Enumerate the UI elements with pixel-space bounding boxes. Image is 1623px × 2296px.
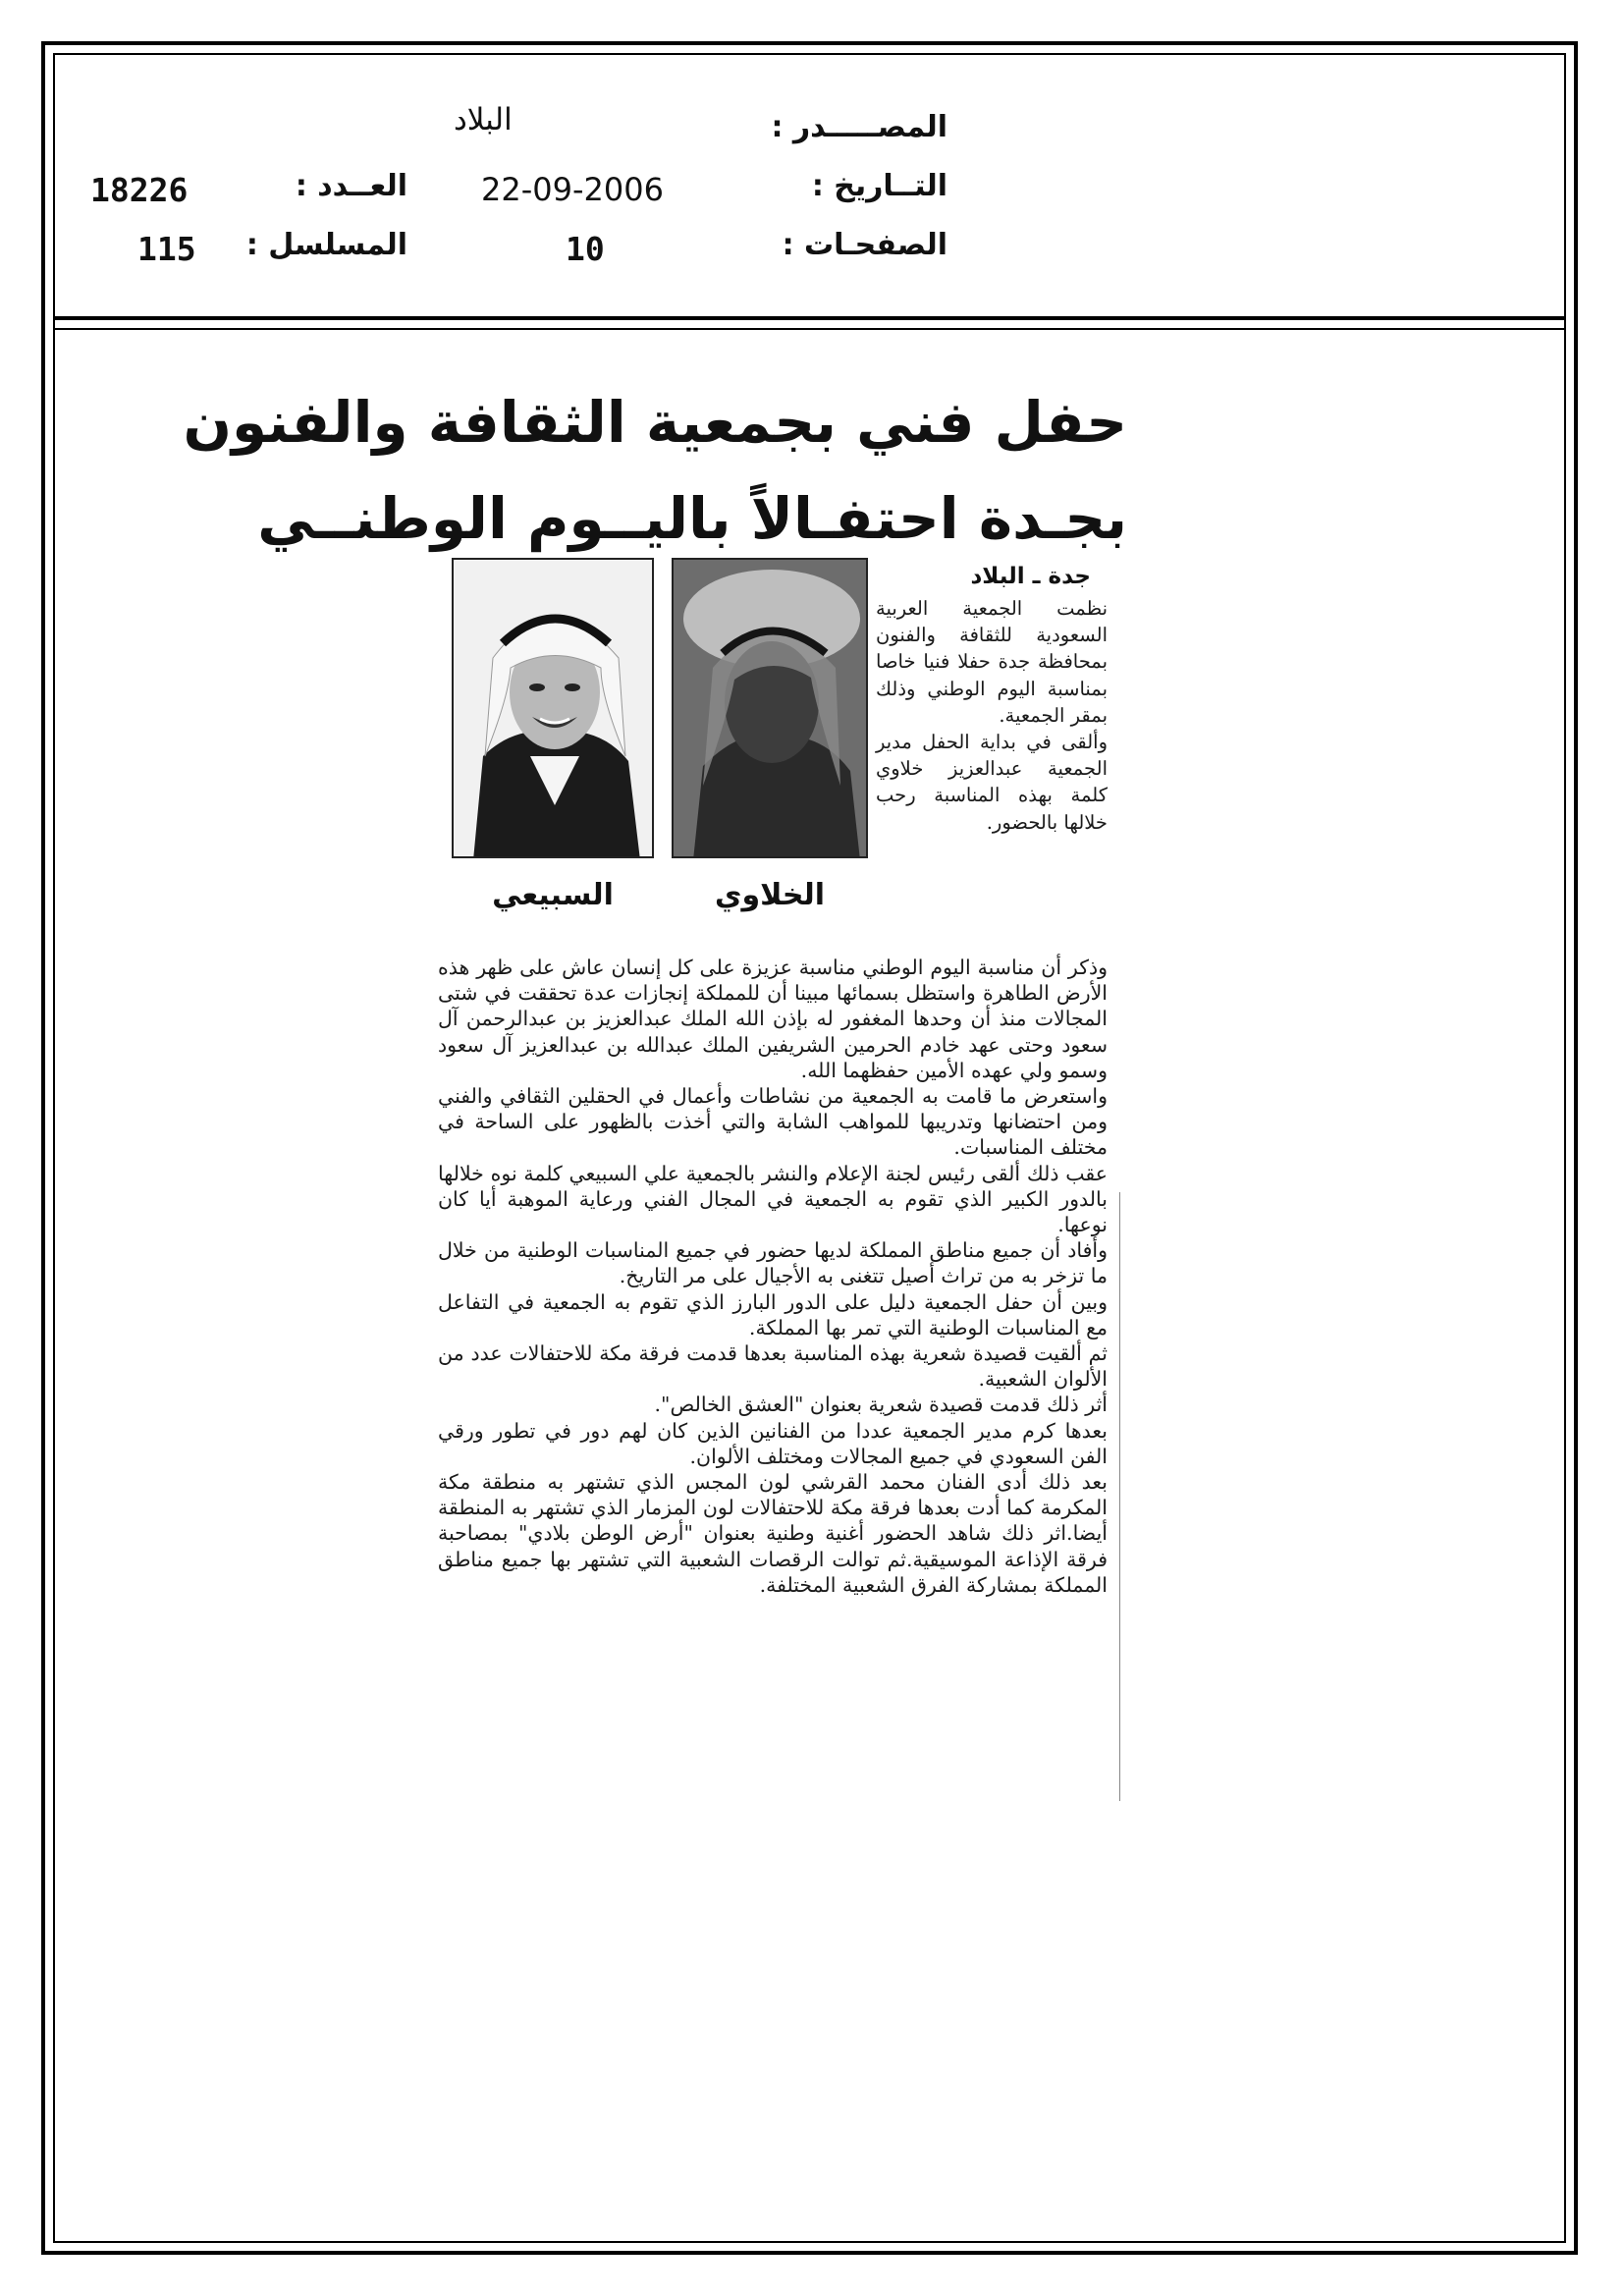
photo-khallawi-caption: الخلاوي	[714, 878, 826, 912]
portrait-sabiei-illustration	[454, 560, 654, 858]
article-body-wide	[438, 955, 1108, 1598]
pages-label: الصفحـات :	[782, 228, 947, 262]
article-paragraph: بعد ذلك أدى الفنان محمد القرشي لون المجس الذي تشتهر به منطقة مكة المكرمة كما أدت بعدها فرقة مكة للاحتفالات لون المزمار الذي تشتهر به المنطقة أيضا.اثر ذلك شاهد الحضور أغنية وطنية بعنوان "أرض الوطن بلادي" بمصاحبة فرقة الإذاعة الموسيقية.ثم توالت الرقصات الشعبية التي تشتهر بها جميع مناطق المملكة بمشاركة الفرق الشعبية المختلفة.	[438, 1470, 1108, 1597]
number-value: 18226	[90, 171, 189, 209]
article-paragraph: وذكر أن مناسبة اليوم الوطني مناسبة عزيزة على كل إنسان عاش على ظهر هذه الأرض الطاهرة واستظل بسمائها مبينا أن للمملكة إنجازات عدة تحققت في شتى المجالات منذ أن وحدها المغفور له بإذن الله الملك عبدالعزيز بن عبدالرحمن آل سعود وحتى عهد خادم الحرمين الشريفين الملك عبدالله بن عبدالعزيز آل سعود وسمو ولي عهده الأمين حفظهما الله.	[438, 956, 1108, 1082]
photo-sabiei	[452, 558, 654, 858]
photo-sabiei-caption: السبيعي	[492, 878, 614, 912]
article-body-narrow	[876, 595, 1108, 836]
article-paragraph: وألقى في بداية الحفل مدير الجمعية عبدالعزيز خلاوي كلمة بهذه المناسبة رحب خلالها بالحضور.	[876, 731, 1108, 834]
source-value: البلاد	[454, 102, 513, 137]
serial-label: المسلسل :	[245, 228, 407, 262]
article-paragraph: نظمت الجمعية العربية السعودية للثقافة والفنون بمحافظة جدة حفلا فنيا خاصا بمناسبة اليوم الوطني وذلك بمقر الجمعية.	[876, 597, 1108, 727]
serial-value: 115	[137, 230, 196, 268]
article-paragraph: بعدها كرم مدير الجمعية عددا من الفنانين الذين كان لهم دور في تطور ورقي الفن السعودي في جميع المجالات ومختلف الألوان.	[438, 1418, 1108, 1468]
article-paragraph: عقب ذلك ألقى رئيس لجنة الإعلام والنشر بالجمعية علي السبيعي كلمة نوه خلالها بالدور الكبير الذي تقوم به الجمعية في المجال الفني ورعاية الموهبة أيا كان نوعها.	[438, 1161, 1108, 1237]
date-value: 22-09-2006	[481, 171, 664, 208]
photo-khallawi	[672, 558, 868, 858]
pages-value: 10	[566, 230, 605, 268]
article-paragraph: أثر ذلك قدمت قصيدة شعرية بعنوان "العشق الخالص".	[654, 1393, 1108, 1417]
header-divider-thin	[53, 328, 1566, 330]
headline-line-2: بجـدة احتفـالاً باليــوم الوطنــي	[257, 485, 1127, 552]
article-paragraph: واستعرض ما قامت به الجمعية من نشاطات وأعمال في الحقلين الثقافي والفني ومن احتضانها وتدريبها للمواهب الشابة والتي أخذت بالظهور على الساحة في مختلف المناسبات.	[438, 1084, 1108, 1160]
article-paragraph: وبين أن حفل الجمعية دليل على الدور البارز الذي تقوم به الجمعية في التفاعل مع المناسبات الوطنية التي تمر بها المملكة.	[438, 1289, 1108, 1339]
number-label: العــدد :	[295, 169, 407, 203]
headline-line-1: حفل فني بجمعية الثقافة والفنون	[183, 389, 1127, 456]
column-rule	[1119, 1192, 1120, 1801]
date-label: التــاريخ :	[811, 169, 947, 203]
header-divider	[53, 316, 1566, 320]
article-paragraph: وأفاد أن جميع مناطق المملكة لديها حضور في جميع المناسبات الوطنية من خلال ما تزخر به من تراث أصيل تتغنى به الأجيال على مر التاريخ.	[438, 1238, 1108, 1288]
portrait-khallawi-illustration	[674, 560, 868, 858]
article-dateline: جدة ـ البلاد	[970, 564, 1091, 589]
article-paragraph: ثم ألقيت قصيدة شعرية بهذه المناسبة بعدها قدمت فرقة مكة للاحتفالات عدد من الألوان الشعبية.	[438, 1341, 1108, 1392]
source-label: المصـــــدر :	[771, 110, 947, 144]
